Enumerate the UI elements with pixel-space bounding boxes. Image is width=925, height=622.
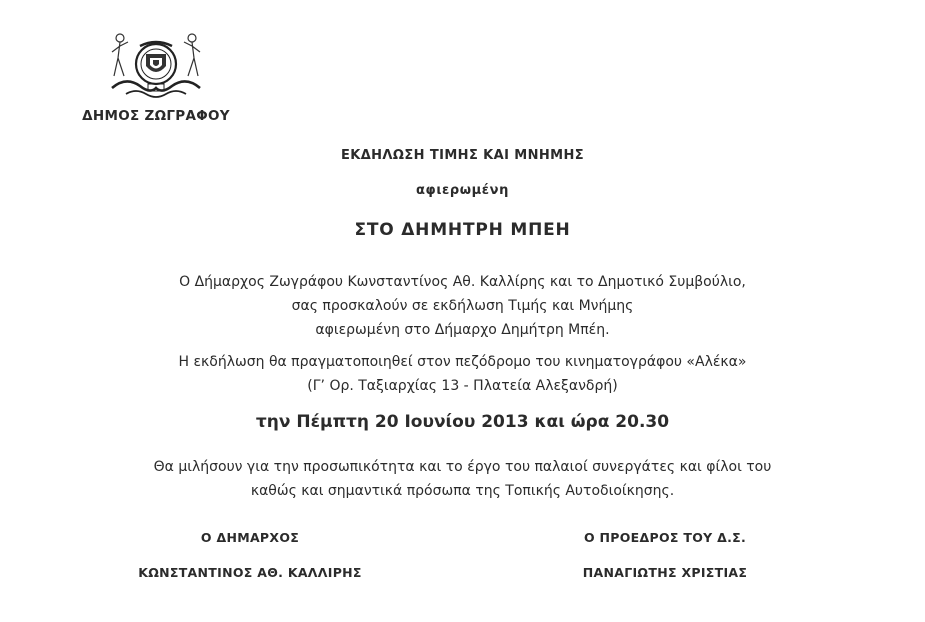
invitation-paragraph-3 [0, 455, 925, 503]
invitation-paragraph-1 [0, 270, 925, 342]
event-date-time: την Πέμπτη 20 Ιουνίου 2013 και ώρα 20.30 [255, 412, 670, 432]
council-president-role: Ο ΠΡΟΕΔΡΟΣ ΤΟΥ Δ.Σ. [583, 530, 747, 545]
dedicated-label: αφιερωμένη [416, 183, 509, 198]
event-title: ΕΚΔΗΛΩΣΗ ΤΙΜΗΣ ΚΑΙ ΜΝΗΜΗΣ [340, 148, 585, 163]
municipal-emblem-icon [106, 28, 206, 108]
paragraph-line: (Γ’ Ορ. Ταξιαρχίας 13 - Πλατεία Αλεξανδρή) [307, 378, 618, 394]
honoree-name: ΣΤΟ ΔΗΜΗΤΡΗ ΜΠΕΗ [354, 220, 571, 240]
municipality-name: ΔΗΜΟΣ ΖΩΓΡΑΦΟΥ [82, 108, 230, 124]
paragraph-line: Η εκδήλωση θα πραγματοποιηθεί στον πεζόδρομο του κινηματογράφου «Αλέκα» [178, 354, 747, 370]
invitation-paragraph-2 [0, 350, 925, 398]
paragraph-line: σας προσκαλούν σε εκδήλωση Τιμής και Μνήμης [291, 298, 634, 314]
paragraph-line: αφιερωμένη στο Δήμαρχο Δημήτρη Μπέη. [315, 322, 610, 338]
paragraph-line: καθώς και σημαντικά πρόσωπα της Τοπικής Αυτοδιοίκησης. [250, 483, 675, 499]
mayor-name: ΚΩΝΣΤΑΝΤΙΝΟΣ ΑΘ. ΚΑΛΛΙΡΗΣ [138, 565, 362, 580]
paragraph-line: Ο Δήμαρχος Ζωγράφου Κωνσταντίνος Αθ. Καλλίρης και το Δημοτικό Συμβούλιο, [179, 274, 746, 290]
paragraph-line: Θα μιλήσουν για την προσωπικότητα και το έργο του παλαιοί συνεργάτες και φίλοι του [153, 459, 772, 475]
mayor-role: Ο ΔΗΜΑΡΧΟΣ [200, 530, 300, 545]
council-president-name: ΠΑΝΑΓΙΩΤΗΣ ΧΡΙΣΤΙΑΣ [582, 565, 748, 580]
